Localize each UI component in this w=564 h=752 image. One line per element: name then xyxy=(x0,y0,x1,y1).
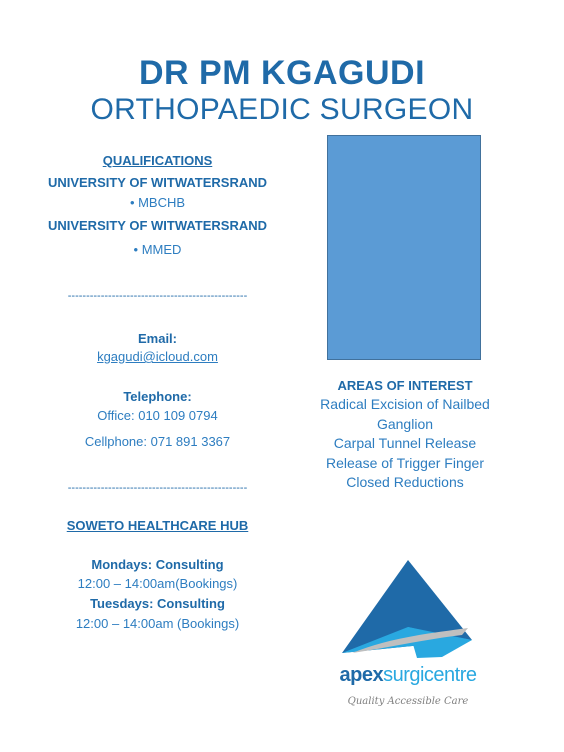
schedule-day: Mondays: Consulting xyxy=(91,557,224,572)
interest-item: Carpal Tunnel Release xyxy=(333,435,477,451)
email-label: Email: xyxy=(137,331,177,346)
interest-item: Release of Trigger Finger xyxy=(326,454,484,471)
qualification-degree: • MBCHB xyxy=(129,195,186,210)
email-link[interactable]: kgagudi@icloud.com xyxy=(97,349,218,364)
divider: ------------------------------------------------- xyxy=(67,482,248,494)
qualification-institution: UNIVERSITY OF WITWATERSRAND xyxy=(47,175,268,190)
schedule-time: 12:00 – 14:00am(Bookings) xyxy=(77,576,238,591)
brand-tagline: Quality Accessible Care xyxy=(347,696,469,707)
cellphone: Cellphone: 071 891 3367 xyxy=(84,434,231,449)
qualification-degree: • MMED xyxy=(133,242,182,257)
interest-item: Closed Reductions xyxy=(346,474,464,490)
interests-heading: AREAS OF INTEREST xyxy=(337,378,473,393)
doctor-name: DR PM KGAGUDI xyxy=(138,54,426,92)
schedule-day: Tuesdays: Consulting xyxy=(90,596,225,611)
hub-name: SOWETO HEALTHCARE HUB xyxy=(66,518,249,533)
qualifications-heading: QUALIFICATIONS xyxy=(102,153,213,168)
brand-part-2: surgicentre xyxy=(383,664,477,686)
telephone-label: Telephone: xyxy=(123,389,192,404)
office-phone: Office: 010 109 0794 xyxy=(97,408,218,423)
schedule-time: 12:00 – 14:00am (Bookings) xyxy=(75,616,240,631)
qualification-institution: UNIVERSITY OF WITWATERSRAND xyxy=(47,218,268,233)
interest-item: Radical Excision of Nailbed Ganglion xyxy=(320,396,490,432)
doctor-title: ORTHOPAEDIC SURGEON xyxy=(90,93,474,126)
interests-list xyxy=(300,395,510,493)
photo-placeholder xyxy=(327,135,481,360)
divider: ------------------------------------------------- xyxy=(67,290,248,302)
brand-wordmark xyxy=(326,664,490,687)
brand-part-1: apex xyxy=(339,664,384,686)
